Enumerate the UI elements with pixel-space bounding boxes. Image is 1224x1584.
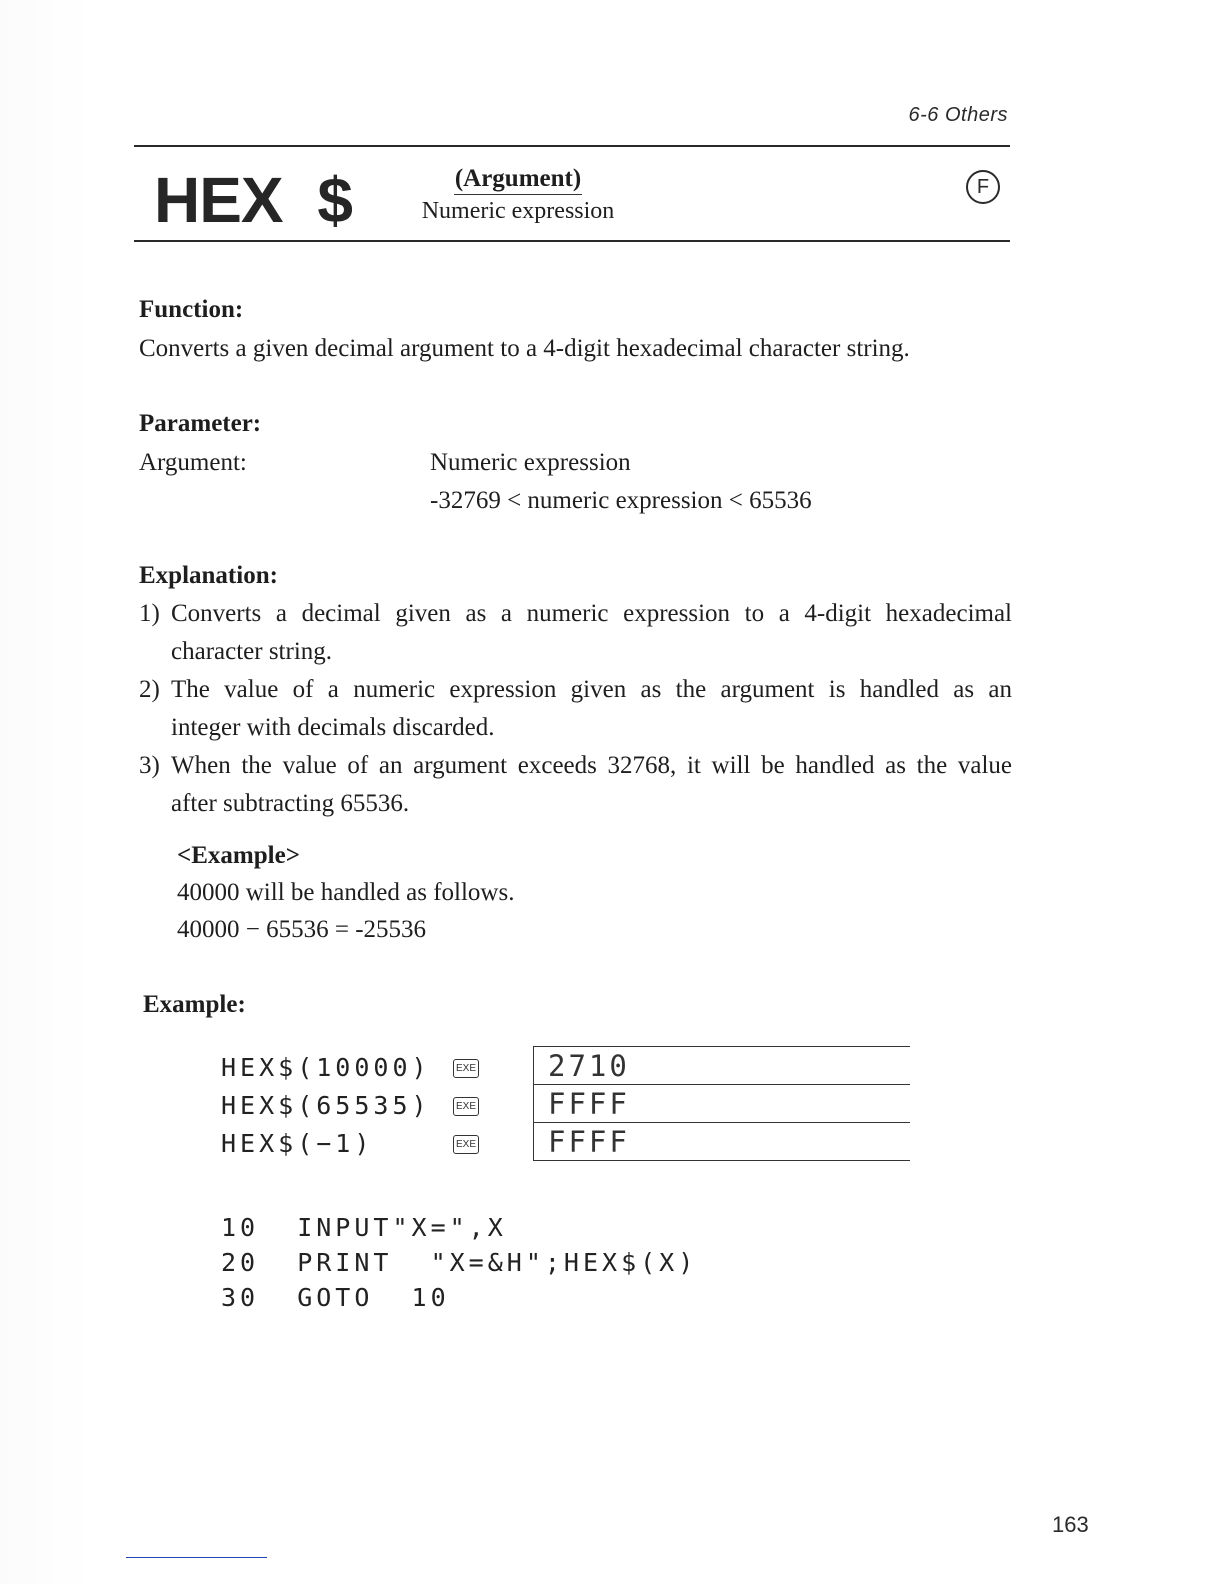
exe-key-icon: EXE bbox=[453, 1135, 479, 1154]
function-mode-badge: F bbox=[966, 170, 1000, 204]
header-rule-bottom bbox=[134, 240, 1010, 242]
lcd-output-row: FFFF bbox=[533, 1122, 910, 1161]
sub-example-title: <Example> bbox=[177, 842, 300, 869]
explanation-item bbox=[139, 595, 1012, 671]
argument-title: (Argument) bbox=[454, 164, 582, 195]
example-command: HEX$(65535) bbox=[221, 1091, 431, 1120]
sub-example-calculation: 40000 − 65536 = -25536 bbox=[177, 916, 427, 943]
item-line: The value of a numeric expression given as the argument is handled as an bbox=[171, 676, 1012, 703]
program-line: 20 PRINT "X=&H";HEX$(X) bbox=[221, 1248, 698, 1277]
parameter-value-type: Numeric expression bbox=[430, 449, 631, 476]
argument-block bbox=[410, 164, 626, 227]
footer-mark bbox=[126, 1557, 267, 1558]
exe-key-icon: EXE bbox=[453, 1059, 479, 1078]
example-command: HEX$(10000) bbox=[221, 1053, 431, 1082]
explanation-item bbox=[139, 671, 1012, 747]
exe-key-icon: EXE bbox=[453, 1097, 479, 1116]
parameter-heading: Parameter: bbox=[139, 410, 262, 437]
item-line: after subtracting 65536. bbox=[171, 790, 410, 817]
item-line: character string. bbox=[171, 638, 333, 665]
section-label: 6-6 Others bbox=[908, 104, 1008, 126]
program-line: 10 INPUT"X=",X bbox=[221, 1213, 507, 1242]
lcd-output-row: 2710 bbox=[533, 1046, 910, 1084]
example-command: HEX$(−1) bbox=[221, 1129, 374, 1158]
lcd-output-row: FFFF bbox=[533, 1084, 910, 1122]
argument-description: Numeric expression bbox=[421, 198, 615, 224]
item-line: Converts a decimal given as a numeric expression to a 4-digit hexadecimal bbox=[171, 600, 1012, 627]
function-text: Converts a given decimal argument to a 4-digit hexadecimal character string. bbox=[139, 335, 910, 362]
example-heading: Example: bbox=[143, 991, 246, 1018]
item-line: When the value of an argument exceeds 32768, it will be handled as the value bbox=[171, 752, 1012, 779]
function-heading: Function: bbox=[139, 296, 244, 323]
item-number: 1) bbox=[139, 600, 160, 627]
command-name: HEX $ bbox=[154, 164, 352, 236]
sub-example-line: 40000 will be handled as follows. bbox=[177, 879, 515, 906]
lcd-output-display bbox=[533, 1046, 910, 1161]
page-shadow bbox=[0, 0, 90, 1584]
program-line: 30 GOTO 10 bbox=[221, 1283, 450, 1312]
explanation-item bbox=[139, 747, 1012, 823]
parameter-label: Argument: bbox=[139, 449, 247, 476]
item-line: integer with decimals discarded. bbox=[171, 714, 495, 741]
parameter-value-range: -32769 < numeric expression < 65536 bbox=[430, 487, 812, 514]
explanation-heading: Explanation: bbox=[139, 562, 278, 589]
item-number: 2) bbox=[139, 676, 160, 703]
page-number: 163 bbox=[1052, 1512, 1089, 1537]
header-rule-top bbox=[134, 145, 1010, 147]
item-number: 3) bbox=[139, 752, 160, 779]
